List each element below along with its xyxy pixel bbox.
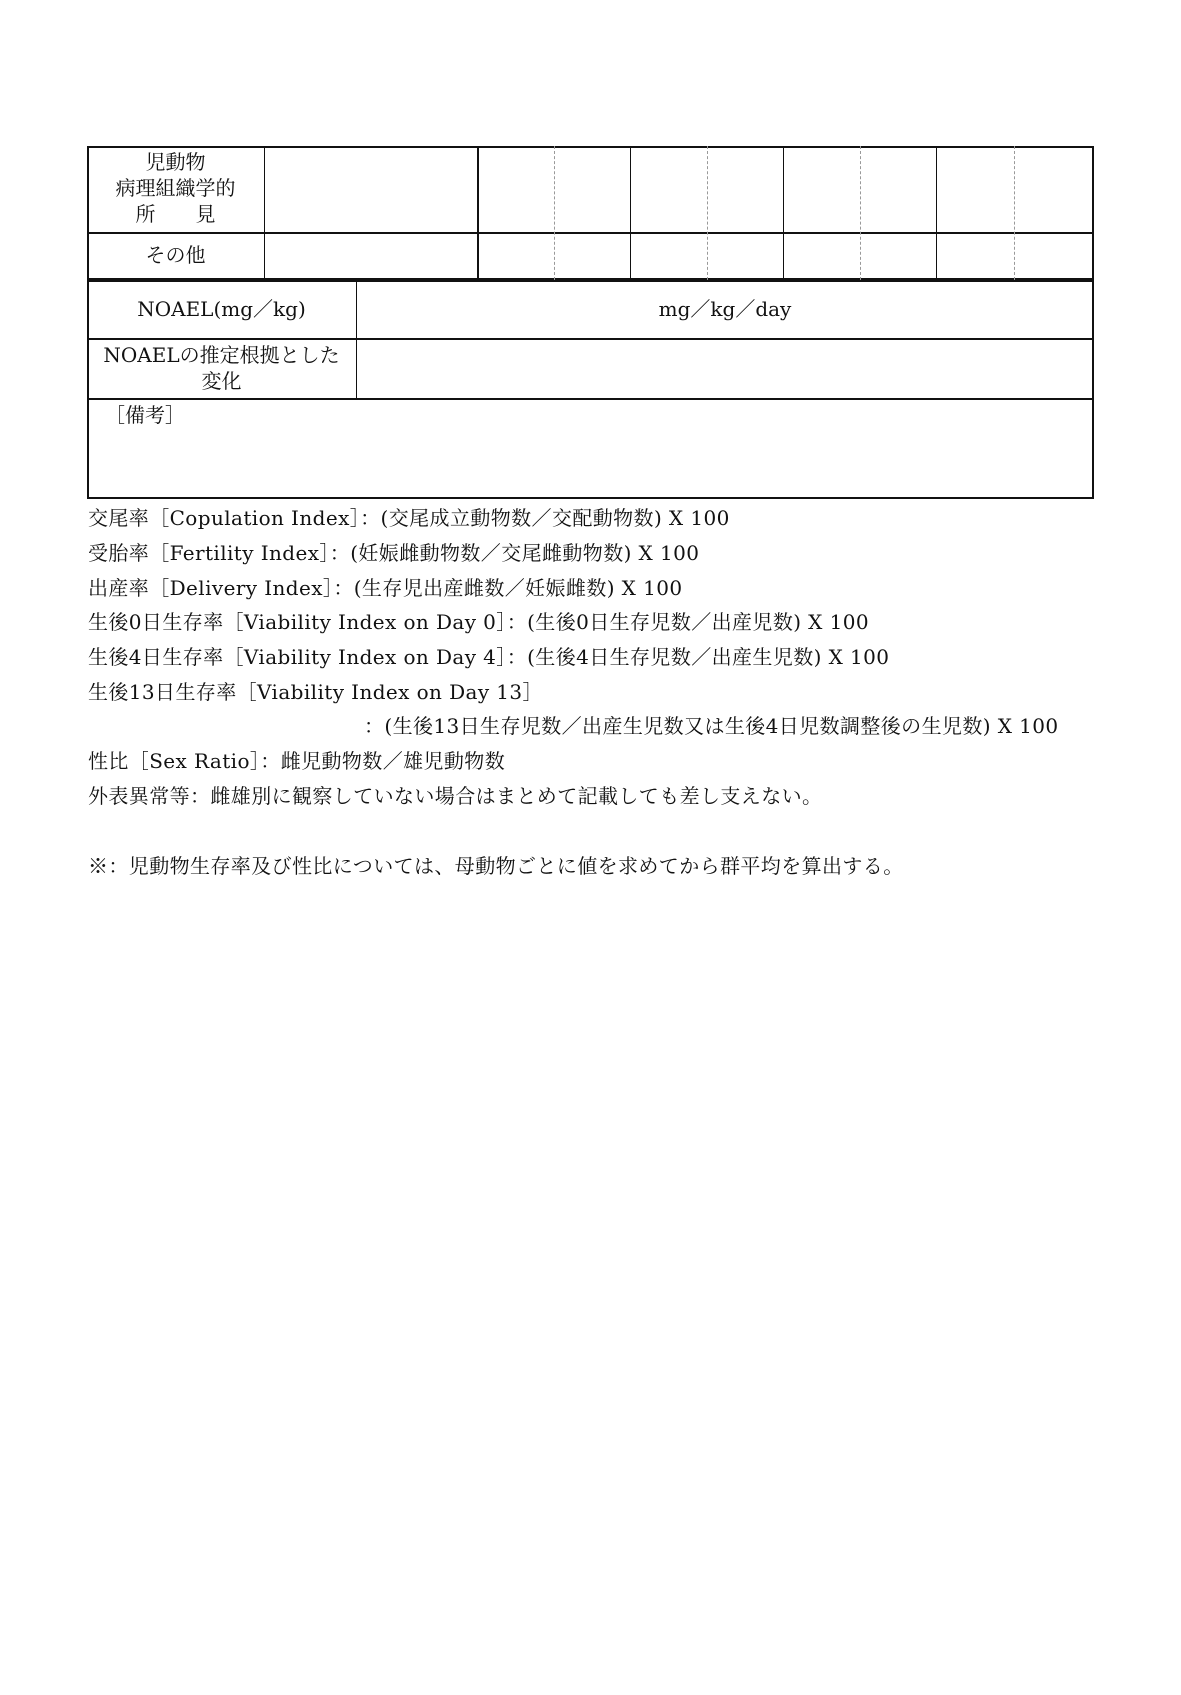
label-line: 児動物 [145, 150, 206, 174]
col-divider [936, 146, 937, 280]
label-line: 所 見 [135, 202, 216, 226]
label-line: 変化 [201, 369, 242, 393]
footnote: ※：児動物生存率及び性比については、母動物ごとに値を求めてから群平均を算出する。 [88, 854, 904, 878]
note-viability-day4: 生後4日生存率［Viability Index on Day 4］：(生後4日生存児数／出産生児数) X 100 [88, 645, 890, 669]
note-external-abnormalities: 外表異常等：雌雄別に観察していない場合はまとめて記載しても差し支えない。 [88, 784, 823, 808]
note-viability-day0: 生後0日生存率［Viability Index on Day 0］：(生後0日生存児数／出産児数) X 100 [88, 610, 869, 634]
col-divider [477, 146, 479, 280]
subcol-divider [707, 146, 708, 280]
note-copulation-index: 交尾率［Copulation Index］：(交尾成立動物数／交配動物数) X 100 [88, 506, 730, 530]
label-line: NOAELの推定根拠とした [103, 343, 340, 367]
noael-label: NOAEL(mg／kg) [137, 297, 306, 321]
table-noael [87, 280, 1094, 499]
note-fertility-index: 受胎率［Fertility Index］：(妊娠雌動物数／交尾雌動物数) X 100 [88, 541, 700, 565]
row-divider [87, 232, 1094, 234]
noael-unit: mg／kg／day [658, 297, 792, 321]
row-label-other: その他 [145, 243, 206, 267]
note-viability-day13: 生後13日生存率［Viability Index on Day 13］ [88, 680, 543, 704]
col-divider [783, 146, 784, 280]
table-findings [87, 146, 1094, 280]
subcol-divider [554, 146, 555, 280]
subcol-divider [1014, 146, 1015, 280]
label-line: 病理組織学的 [115, 176, 236, 200]
subcol-divider [860, 146, 861, 280]
note-sex-ratio: 性比［Sex Ratio］：雌児動物数／雄児動物数 [88, 749, 506, 773]
row-label-pathology [87, 149, 264, 227]
col-divider [630, 146, 631, 280]
row-divider [87, 338, 1094, 340]
note-delivery-index: 出産率［Delivery Index］：(生存児出産雌数／妊娠雌数) X 100 [88, 576, 683, 600]
row-divider [87, 398, 1094, 400]
note-viability-day13-formula: ：(生後13日生存児数／出産生児数又は生後4日児数調整後の生児数) X 100 [364, 714, 1059, 738]
remarks-label: ［備考］ [105, 403, 185, 427]
col-divider [264, 146, 265, 280]
noael-basis-label [87, 342, 356, 394]
